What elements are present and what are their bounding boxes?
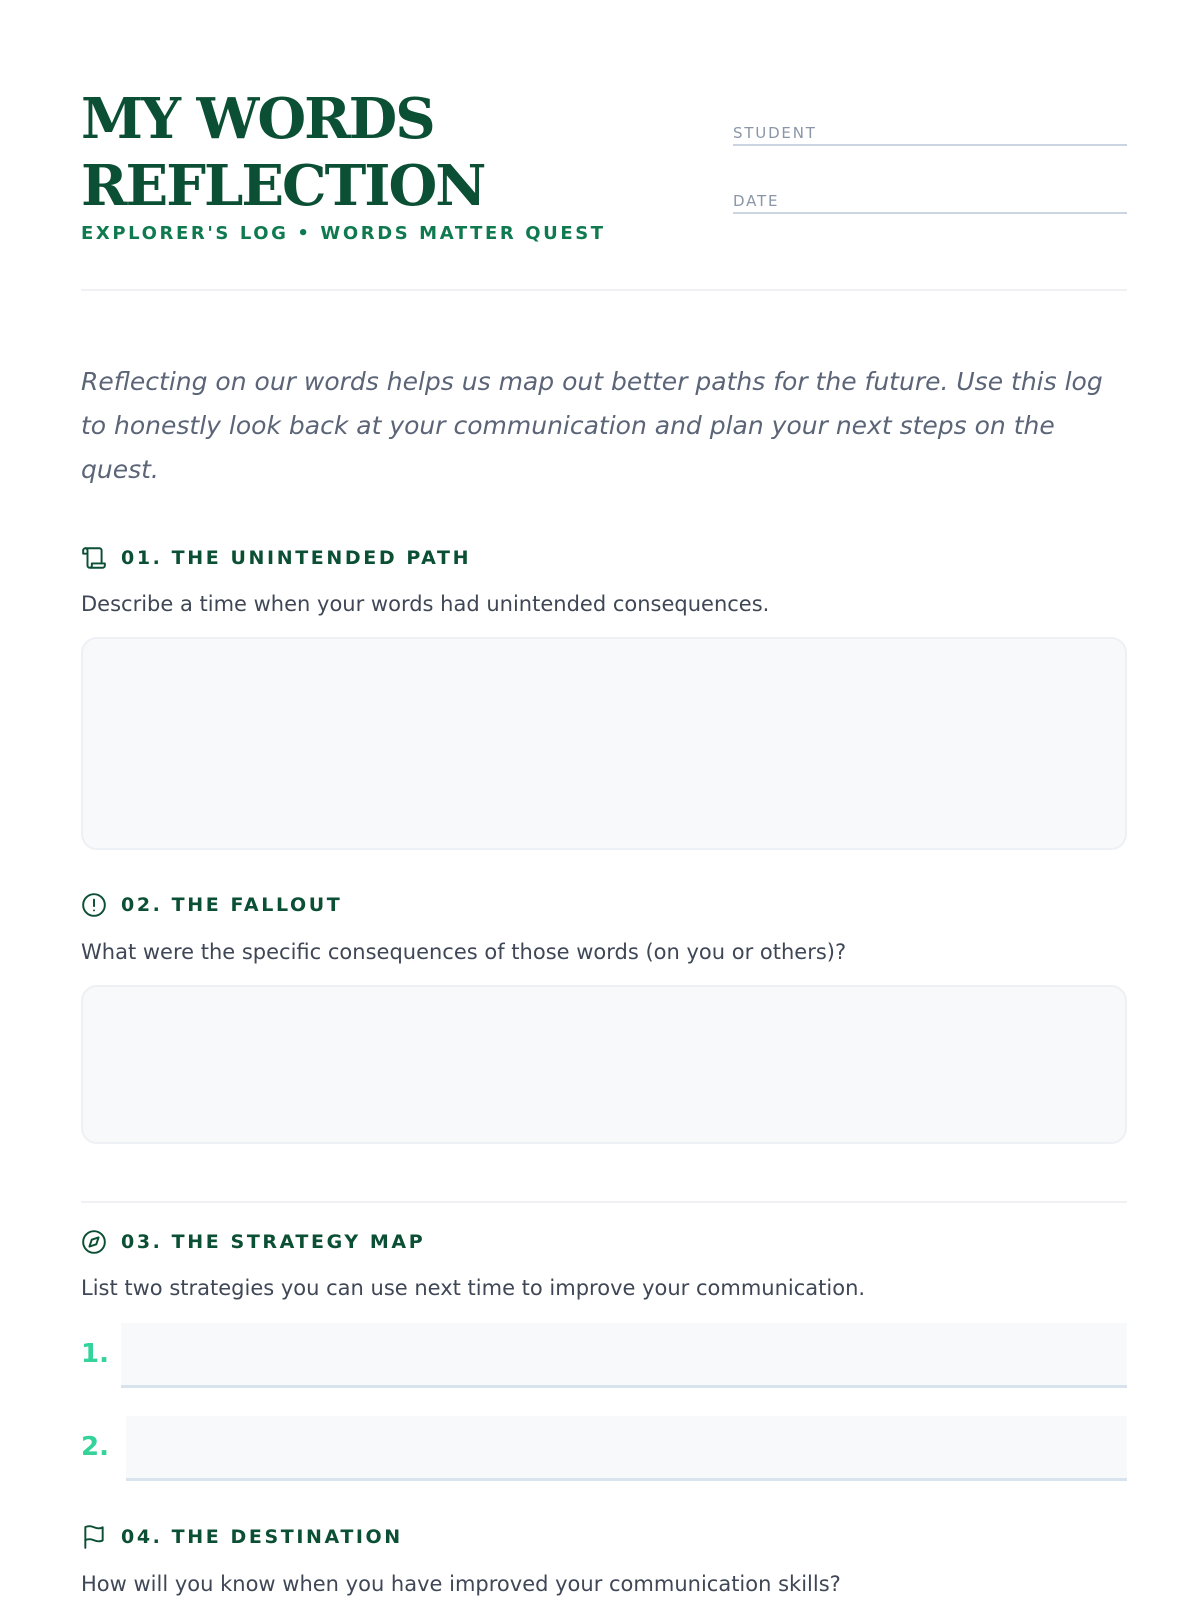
section-1-answer-box[interactable] bbox=[81, 637, 1127, 850]
date-label: DATE bbox=[733, 192, 780, 210]
title-line-1: MY WORDS bbox=[81, 86, 434, 152]
alert-circle-icon bbox=[81, 892, 107, 918]
date-field[interactable] bbox=[733, 186, 1127, 214]
section-3-heading bbox=[81, 1229, 425, 1255]
strategy-1-input[interactable] bbox=[121, 1323, 1127, 1388]
section-4-heading bbox=[81, 1524, 403, 1550]
page-subtitle: EXPLORER'S LOG • WORDS MATTER QUEST bbox=[81, 223, 606, 244]
compass-icon bbox=[81, 1229, 107, 1255]
section-2-answer-box[interactable] bbox=[81, 985, 1127, 1144]
student-field[interactable] bbox=[733, 118, 1127, 146]
section-2-title: 02. THE FALLOUT bbox=[121, 894, 343, 916]
strategy-1-number: 1. bbox=[81, 1339, 109, 1369]
intro-text: Reflecting on our words helps us map out better paths for the future. Use this log to honestly look back at your communication and plan your next steps on the quest. bbox=[81, 367, 1103, 484]
header-divider bbox=[81, 289, 1127, 291]
flag-icon bbox=[81, 1524, 107, 1550]
page-title bbox=[81, 86, 641, 220]
section-divider bbox=[81, 1201, 1127, 1203]
section-2-heading bbox=[81, 892, 342, 918]
strategy-2-number: 2. bbox=[81, 1432, 109, 1462]
section-3-title: 03. THE STRATEGY MAP bbox=[121, 1231, 426, 1253]
scroll-icon bbox=[81, 545, 107, 571]
section-3-question: List two strategies you can use next time to improve your communication. bbox=[81, 1276, 866, 1300]
section-4-question: How will you know when you have improved your communication skills? bbox=[81, 1572, 841, 1596]
section-1-heading bbox=[81, 545, 471, 571]
title-line-2: REFLECTION bbox=[81, 153, 485, 219]
section-1-title: 01. THE UNINTENDED PATH bbox=[121, 547, 472, 569]
section-4-title: 04. THE DESTINATION bbox=[121, 1526, 403, 1548]
section-2-question: What were the specific consequences of those words (on you or others)? bbox=[81, 940, 847, 964]
strategy-2-input[interactable] bbox=[126, 1416, 1127, 1481]
section-1-question: Describe a time when your words had unintended consequences. bbox=[81, 592, 770, 616]
student-label: STUDENT bbox=[733, 124, 817, 142]
